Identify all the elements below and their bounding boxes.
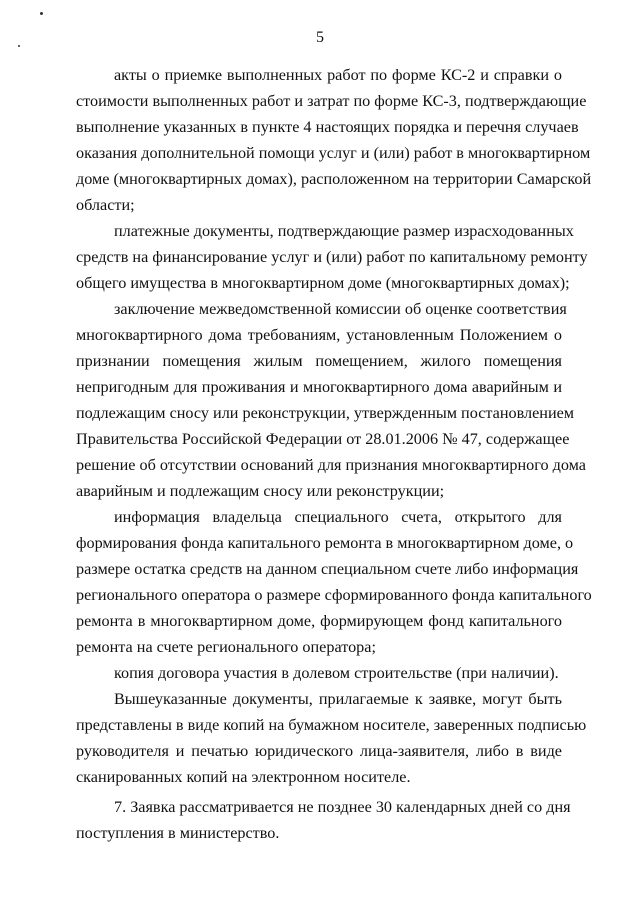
paragraph-line: выполнение указанных в пункте 4 настоящих порядка и перечня случаев xyxy=(76,118,579,136)
paragraph-line: подлежащим сносу или реконструкции, утвержденным постановлением xyxy=(76,404,575,422)
page-number: 5 xyxy=(316,29,324,46)
paragraph-line: стоимости выполненных работ и затрат по форме КС-3, подтверждающие xyxy=(76,92,587,110)
paragraph-line: средств на финансирование услуг и (или) работ по капитальному ремонту xyxy=(76,248,588,266)
paragraph-line: регионального оператора о размере сформированного фонда капитального xyxy=(76,586,592,604)
paragraph-line: сканированных копий на электронном носителе. xyxy=(76,768,411,786)
paragraph-line: оказания дополнительной помощи услуг и (или) работ в многоквартирном xyxy=(76,144,591,162)
paragraph-line: ремонта в многоквартирном доме, формирующем фонд капитального xyxy=(76,612,562,630)
paragraph-line: признании помещения жилым помещением, жилого помещения xyxy=(76,352,562,370)
paragraph-line: решение об отсутствии оснований для признания многоквартирного дома xyxy=(76,456,586,474)
paragraph-line: руководителя и печатью юридического лица-заявителя, либо в виде xyxy=(76,742,562,760)
paragraph-line: заключение межведомственной комиссии об оценке соответствия xyxy=(114,300,567,318)
paragraph-line: многоквартирного дома требованиям, установленным Положением о xyxy=(76,326,562,344)
paragraph-line: информация владельца специального счета, открытого для xyxy=(114,508,562,526)
paragraph-line: поступления в министерство. xyxy=(76,824,280,842)
paragraph-line: копия договора участия в долевом строительстве (при наличии). xyxy=(114,664,559,682)
paragraph-line: Вышеуказанные документы, прилагаемые к заявке, могут быть xyxy=(114,690,562,708)
paragraph-line: области; xyxy=(76,196,135,214)
paragraph-line: платежные документы, подтверждающие размер израсходованных xyxy=(114,222,574,240)
paragraph-line: Правительства Российской Федерации от 28.01.2006 № 47, содержащее xyxy=(76,430,570,448)
paragraph-line: аварийным и подлежащим сносу или реконструкции; xyxy=(76,482,445,500)
paragraph-line: общего имущества в многоквартирном доме (многоквартирных домах); xyxy=(76,274,570,292)
paragraph-line: размере остатка средств на данном специальном счете либо информация xyxy=(76,560,579,578)
paragraph-line: 7. Заявка рассматривается не позднее 30 календарных дней со дня xyxy=(114,798,571,816)
paragraph-line: ремонта на счете регионального оператора; xyxy=(76,638,376,656)
paragraph-line: непригодным для проживания и многоквартирного дома аварийным и xyxy=(76,378,562,396)
scan-speck xyxy=(40,12,43,15)
paragraph-line: представлены в виде копий на бумажном носителе, заверенных подписью xyxy=(76,716,587,734)
paragraph-line: формирования фонда капитального ремонта в многоквартирном доме, о xyxy=(76,534,574,552)
paragraph-line: акты о приемке выполненных работ по форме КС-2 и справки о xyxy=(114,66,562,84)
paragraph-line: доме (многоквартирных домах), расположенном на территории Самарской xyxy=(76,170,592,188)
